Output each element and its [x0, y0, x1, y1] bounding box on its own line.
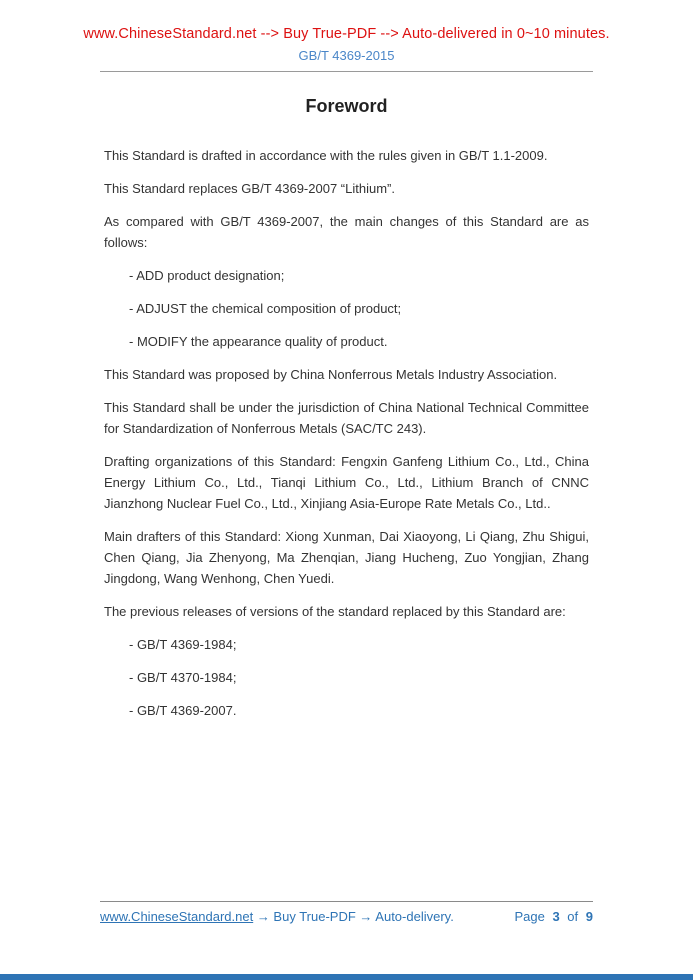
- list-item: - ADD product designation;: [129, 268, 285, 283]
- page-label: Page: [514, 909, 545, 924]
- footer-promo-text: → Buy True-PDF → Auto-delivery.: [253, 909, 454, 924]
- paragraph: As compared with GB/T 4369-2007, the main changes of this Standard are as follows:: [104, 214, 589, 250]
- footer-site-link[interactable]: www.ChineseStandard.net: [100, 909, 254, 924]
- list-item: - GB/T 4369-2007.: [129, 703, 237, 718]
- paragraph: This Standard is drafted in accordance with the rules given in GB/T 1.1-2009.: [104, 148, 548, 163]
- bottom-accent-bar: [0, 974, 693, 980]
- list-item: - ADJUST the chemical composition of product;: [129, 301, 402, 316]
- paragraph: Main drafters of this Standard: Xiong Xunman, Dai Xiaoyong, Li Qiang, Zhu Shigui, Chen Qiang, Jia Zhenyong, Ma Zhenqian, Jiang Hucheng, Zuo Yongjian, Zhang Jingdong, Wang Wenhong, Chen Yuedi.: [104, 529, 589, 586]
- list-item: - GB/T 4370-1984;: [129, 670, 237, 685]
- page-title: Foreword: [305, 96, 388, 116]
- paragraph: Drafting organizations of this Standard: Fengxin Ganfeng Lithium Co., Ltd., China Energy Lithium Co., Ltd., Tianqi Lithium Co., Ltd., Lithium Branch of CNNC Jianzhong Nuclear Fuel Co., Ltd., Xinjiang Asia-Europe Rate Metals Co., Ltd..: [104, 454, 589, 511]
- footer-promo: [100, 909, 454, 924]
- page-number: 3: [552, 909, 560, 924]
- paragraph: This Standard shall be under the jurisdiction of China National Technical Committee for Standardization of Nonferrous Metals (SAC/TC 243).: [104, 400, 589, 436]
- paragraph: This Standard replaces GB/T 4369-2007 “Lithium”.: [104, 181, 395, 196]
- page-footer: [100, 901, 593, 924]
- promo-banner: www.ChineseStandard.net --> Buy True-PDF --> Auto-delivered in 0~10 minutes.: [83, 26, 610, 42]
- standard-code: GB/T 4369-2015: [298, 48, 395, 63]
- paragraph: The previous releases of versions of the standard replaced by this Standard are:: [104, 604, 566, 619]
- page-indicator: [510, 909, 593, 924]
- page-total: 9: [585, 909, 593, 924]
- list-item: - MODIFY the appearance quality of product.: [129, 334, 388, 349]
- of-label: of: [567, 909, 579, 924]
- list-item: - GB/T 4369-1984;: [129, 637, 237, 652]
- header-divider: [100, 71, 593, 72]
- paragraph: This Standard was proposed by China Nonferrous Metals Industry Association.: [104, 367, 558, 382]
- document-body: [0, 145, 693, 721]
